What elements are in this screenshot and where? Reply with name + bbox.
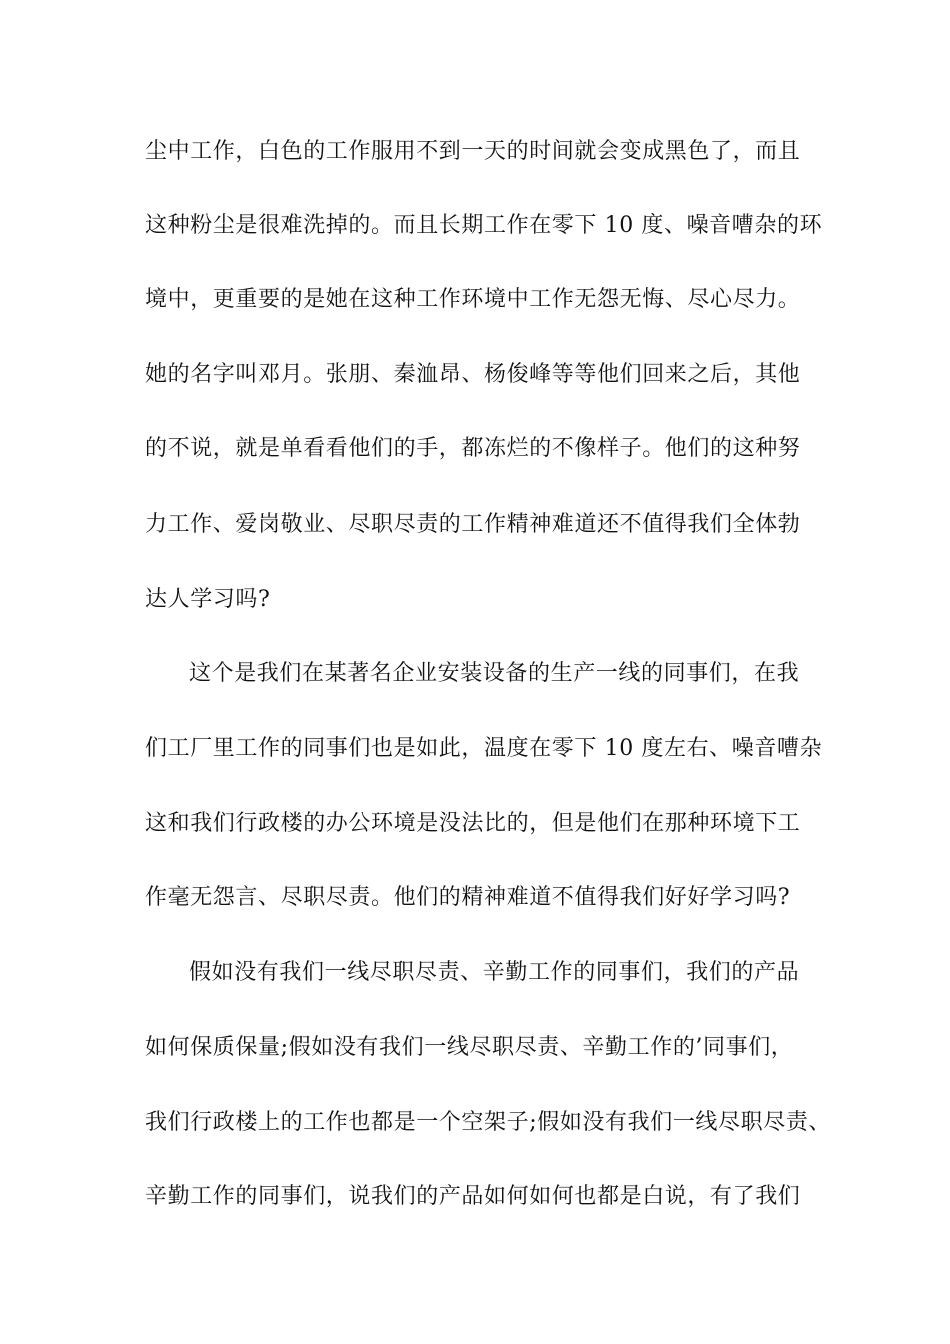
paragraph-first-line: 这个是我们在某著名企业安装设备的生产一线的同事们，在我 (189, 661, 800, 686)
paragraph-first-line: 假如没有我们一线尽职尽责、辛勤工作的同事们，我们的产品 (189, 960, 800, 985)
text-line: 的不说，就是单看看他们的手，都冻烂的不像样子。他们的这种努 (145, 436, 801, 461)
text-line: 如何保质保量;假如没有我们一线尽职尽责、辛勤工作的’同事们， (145, 1035, 794, 1060)
text-line: 这种粉尘是很难洗掉的。而且长期工作在零下 10 度、噪音嘈杂的环 (145, 213, 823, 238)
text-line: 作毫无怨言、尽职尽责。他们的精神难道不值得我们好好学习吗? (145, 885, 791, 910)
text-line: 尘中工作，白色的工作服用不到一天的时间就会变成黑色了，而且 (145, 139, 801, 164)
text-line: 这和我们行政楼的办公环境是没法比的，但是他们在那种环境下工 (145, 811, 801, 836)
text-line: 她的名字叫邓月。张朋、秦洫昂、杨俊峰等等他们回来之后，其他 (145, 362, 801, 387)
text-line: 境中，更重要的是她在这种工作环境中工作无怨无悔、尽心尽力。 (145, 287, 801, 312)
text-line: 力工作、爱岗敬业、尽职尽责的工作精神难道还不值得我们全体勃 (145, 512, 801, 537)
text-line: 们工厂里工作的同事们也是如此，温度在零下 10 度左右、噪音嘈杂 (145, 736, 823, 761)
text-line: 达人学习吗? (145, 587, 271, 612)
text-line: 我们行政楼上的工作也都是一个空架子;假如没有我们一线尽职尽责、 (145, 1110, 832, 1135)
text-line: 辛勤工作的同事们，说我们的产品如何如何也都是白说，有了我们 (145, 1184, 801, 1209)
